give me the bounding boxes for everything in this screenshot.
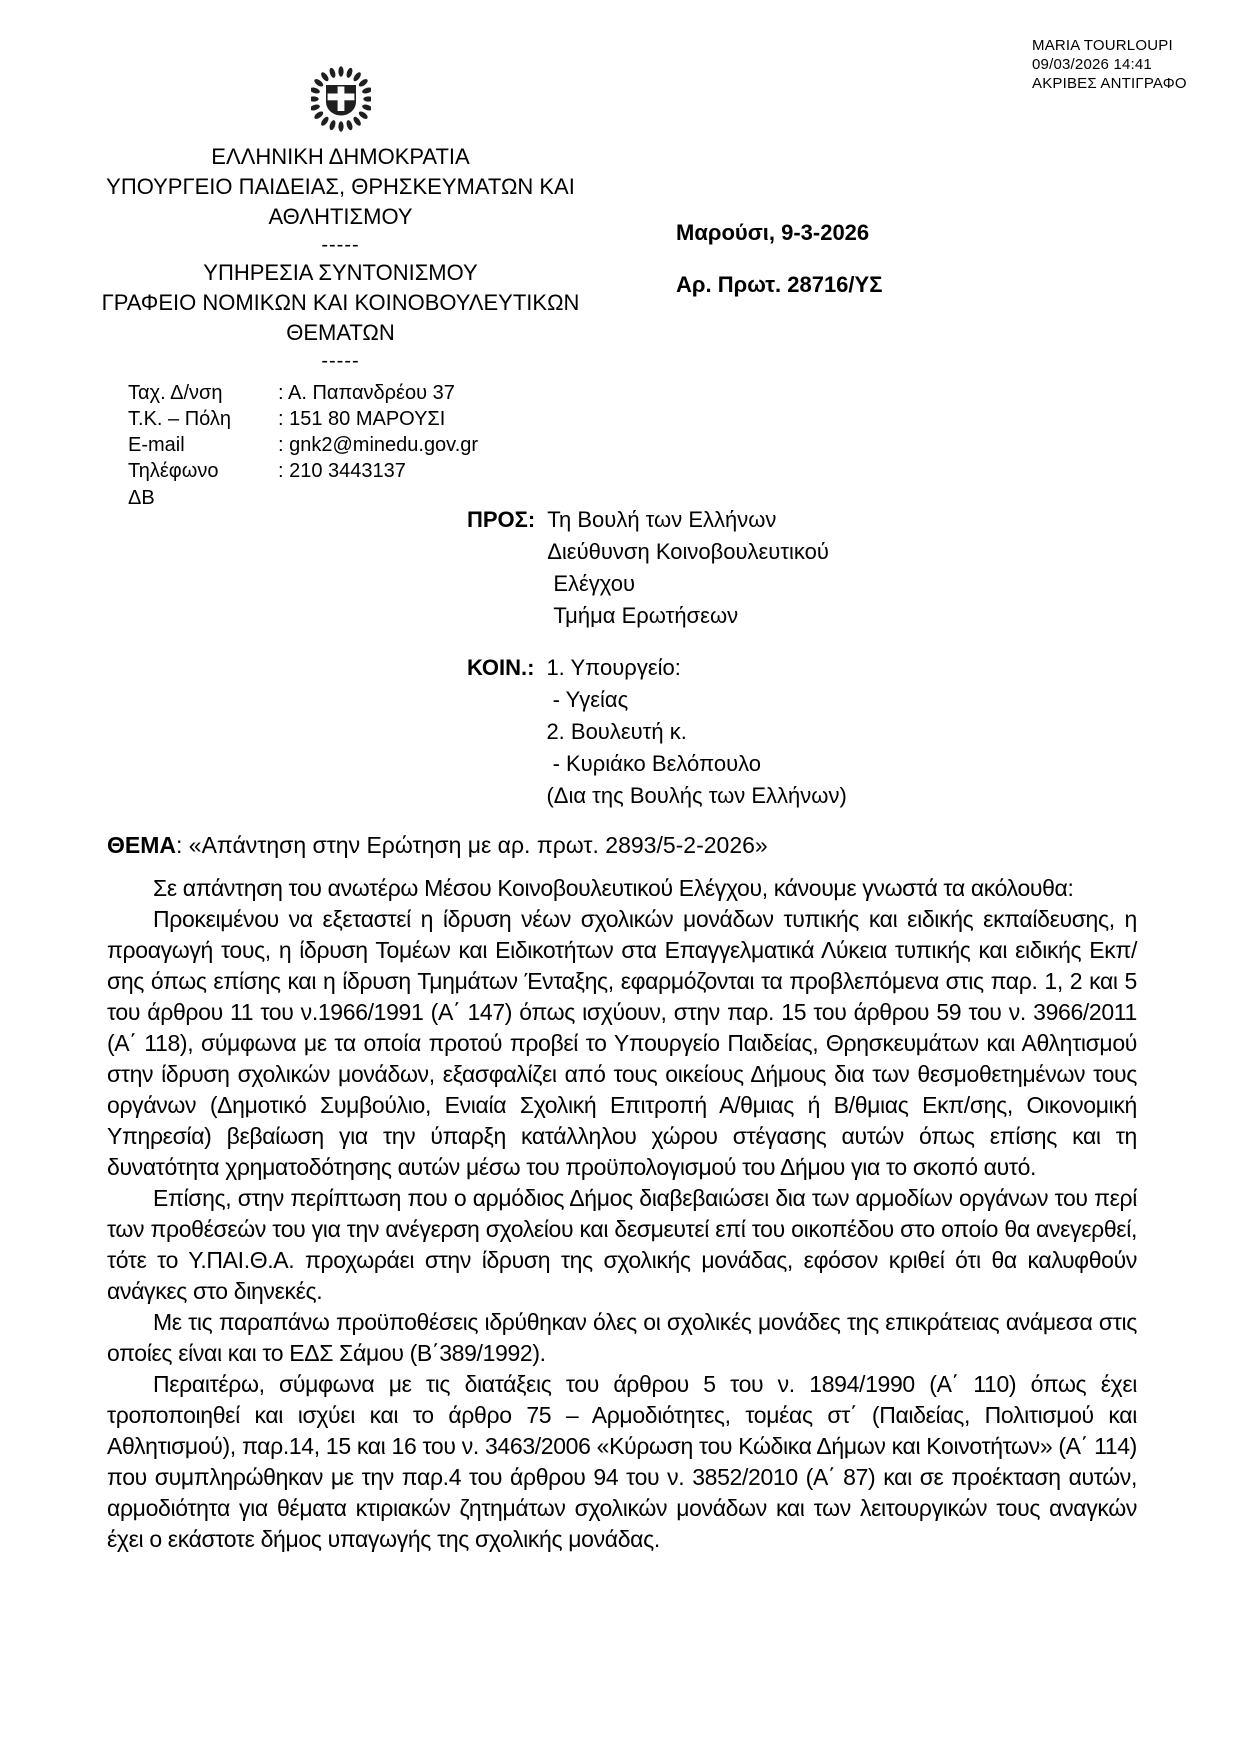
- recipient-line: Τη Βουλή των Ελλήνων: [547, 507, 777, 532]
- stamp-line: 09/03/2026 14:41: [1032, 56, 1152, 73]
- cc-block: [467, 652, 847, 812]
- greek-coat-of-arms-icon: [311, 66, 371, 132]
- recipient-block: [467, 504, 829, 632]
- contact-row: [128, 458, 478, 484]
- contact-row: [128, 432, 478, 458]
- document-meta: [676, 220, 882, 298]
- cc-line: - Υγείας: [546, 687, 629, 712]
- certification-stamp: [1032, 36, 1187, 93]
- stamp-line: MARIA TOURLOUPI: [1032, 37, 1173, 54]
- letterhead: [88, 66, 593, 374]
- cc-line: 2. Βουλευτή κ.: [546, 719, 687, 744]
- cc-line: (Δια της Βουλής των Ελλήνων): [546, 783, 847, 808]
- protocol-number: Αρ. Πρωτ. 28716/ΥΣ: [676, 272, 883, 297]
- letter-body: [107, 873, 1137, 1555]
- subject-text: : «Απάντηση στην Ερώτηση με αρ. πρωτ. 2893/5-2-2026»: [176, 832, 768, 858]
- contact-label: E-mail: [128, 434, 185, 456]
- body-paragraph: Προκειμένου να εξεταστεί η ίδρυση νέων σχολικών μονάδων τυπικής και ειδικής εκπαίδευσης, η προαγωγή τους, η ίδρυση Τομέων και Ειδικοτήτων στα Επαγγελματικά Λύκεια τυπικής και ειδικής Εκπ/σης όπως επίσης και η ίδρυση Τμημάτων Ένταξης, εφαρμόζονται τα προβλεπόμενα στις παρ. 1, 2 και 5 του άρθρου 11 του ν.1966/1991 (Α΄ 147) όπως ισχύουν, στην παρ. 15 του άρθρου 59 του ν. 3966/2011 (Α΄ 118), σύμφωνα με τα οποία προτού προβεί το Υπουργείο Παιδείας, Θρησκευμάτων και Αθλητισμού στην ίδρυση σχολικών μονάδων, εξασφαλίζει από τους οικείους Δήμους δια των θεσμοθετημένων τους οργάνων (Δημοτικό Συμβούλιο, Ενιαία Σχολική Επιτροπή Α/θμιας ή Β/θμιας Εκπ/σης, Οικονομική Υπηρεσία) βεβαίωση για την ύπαρξη κατάλληλου χώρου στέγασης αυτών όπως επίσης και τη δυνατότητα χρηματοδότησης αυτών μέσω του προϋπολογισμού του Δήμου για το σκοπό αυτό.: [107, 906, 1137, 1180]
- contact-row: [128, 380, 478, 406]
- body-paragraph: Με τις παραπάνω προϋποθέσεις ιδρύθηκαν όλες οι σχολικές μονάδες της επικράτειας ανάμεσα στις οποίες είναι και το ΕΔΣ Σάμου (Β΄389/1992).: [107, 1309, 1137, 1366]
- body-paragraph: Επίσης, στην περίπτωση που ο αρμόδιος Δήμος διαβεβαιώσει δια των αρμοδίων οργάνων του περί των προθέσεών του για την ανέγερση σχολείου και δεσμευτεί επί του οικοπέδου στο οποίο θα ανεγερθεί, τότε το Υ.ΠΑΙ.Θ.Α. προχωράει στην ίδρυση της σχολικής μονάδας, εφόσον κριθεί ότι θα καλυφθούν ανάγκες στο διηνεκές.: [107, 1185, 1137, 1304]
- letterhead-divider: -----: [321, 350, 360, 372]
- author-initials: ΔΒ: [128, 487, 155, 509]
- letterhead-office: ΓΡΑΦΕΙΟ ΝΟΜΙΚΩΝ ΚΑΙ ΚΟΙΝΟΒΟΥΛΕΥΤΙΚΩΝ ΘΕΜΑΤΩΝ: [101, 290, 580, 345]
- cc-line: 1. Υπουργείο:: [546, 655, 681, 680]
- contact-label: Τ.Κ. – Πόλη: [128, 408, 232, 430]
- contact-label: Ταχ. Δ/νση: [128, 382, 223, 404]
- letterhead-ministry: ΥΠΟΥΡΓΕΙΟ ΠΑΙΔΕΙΑΣ, ΘΡΗΣΚΕΥΜΑΤΩΝ ΚΑΙ ΑΘΛΗΤΙΣΜΟΥ: [106, 174, 575, 229]
- letterhead-service: ΥΠΗΡΕΣΙΑ ΣΥΝΤΟΝΙΣΜΟΥ: [203, 260, 478, 285]
- recipient-label: ΠΡΟΣ:: [467, 507, 536, 532]
- stamp-line: ΑΚΡΙΒΕΣ ΑΝΤΙΓΡΑΦΟ: [1032, 75, 1187, 92]
- body-paragraph: Περαιτέρω, σύμφωνα με τις διατάξεις του άρθρου 5 του ν. 1894/1990 (Α΄ 110) όπως έχει τροποποιηθεί και ισχύει και το άρθρο 75 – Αρμοδιότητες, τομέας στ΄ (Παιδείας, Πολιτισμού και Αθλητισμού), παρ.14, 15 και 16 του ν. 3463/2006 «Κύρωση του Κώδικα Δήμων και Κοινοτήτων» (Α΄ 114) που συμπληρώθηκαν με την παρ.4 του άρθρου 94 του ν. 3852/2010 (Α΄ 87) και σε προέκταση αυτών, αρμοδιότητα για θέματα κτιριακών ζητημάτων σχολικών μονάδων και των λειτουργικών τους αναγκών έχει ο εκάστοτε δήμος υπαγωγής της σχολικής μονάδας.: [107, 1371, 1137, 1552]
- contact-value: : 151 80 ΜΑΡΟΥΣΙ: [278, 408, 446, 430]
- body-paragraph: Σε απάντηση του ανωτέρω Μέσου Κοινοβουλευτικού Ελέγχου, κάνουμε γνωστά τα ακόλουθα:: [153, 875, 1074, 901]
- contact-value: : 210 3443137: [278, 460, 406, 482]
- contact-label: Τηλέφωνο: [128, 460, 219, 482]
- subject-line: [107, 830, 1137, 861]
- recipient-line: Διεύθυνση Κοινοβουλευτικού: [547, 539, 829, 564]
- contact-rows: [128, 380, 478, 484]
- place-date: Μαρούσι, 9-3-2026: [676, 220, 870, 245]
- contact-info: [128, 380, 478, 511]
- recipient-line: Τμήμα Ερωτήσεων: [547, 603, 739, 628]
- contact-value: : Α. Παπανδρέου 37: [278, 382, 455, 404]
- letterhead-divider: -----: [321, 234, 360, 256]
- recipient-lines: [547, 504, 829, 632]
- contact-row: [128, 406, 478, 432]
- cc-lines: [546, 652, 846, 812]
- cc-label: ΚΟΙΝ.:: [467, 655, 535, 680]
- subject-label: ΘΕΜΑ: [107, 832, 176, 858]
- cc-line: - Κυριάκο Βελόπουλο: [546, 751, 762, 776]
- recipient-line: Ελέγχου: [547, 571, 636, 596]
- contact-value: : gnk2@minedu.gov.gr: [278, 434, 479, 456]
- letterhead-republic: ΕΛΛΗΝΙΚΗ ΔΗΜΟΚΡΑΤΙΑ: [211, 144, 470, 169]
